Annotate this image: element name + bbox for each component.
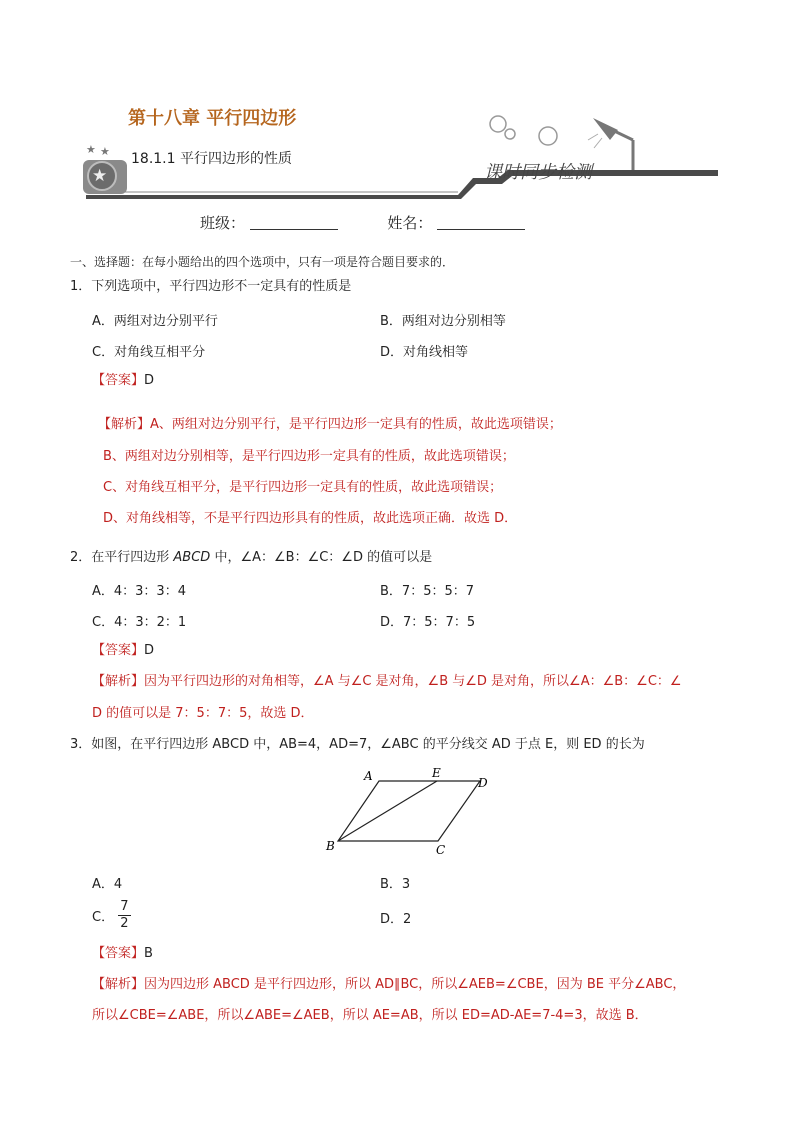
- analysis-tag: 【解析】: [92, 977, 145, 992]
- q3-answer: [92, 945, 153, 963]
- banner-text: 课时同步检测: [484, 162, 592, 183]
- label-b: B: [326, 839, 335, 853]
- q1-answer: [92, 372, 154, 390]
- q2-option-b[interactable]: B．7：5：5：7: [380, 584, 475, 599]
- fraction: [118, 899, 130, 932]
- star-icon: ★: [92, 166, 108, 186]
- q3-option-d[interactable]: D．2: [380, 912, 412, 927]
- answer-tag: 【答案】: [92, 373, 145, 388]
- q2-answer: [92, 642, 154, 660]
- label-c: C: [436, 843, 446, 857]
- star-icon: ★: [86, 143, 96, 156]
- q2-stem: 2．在平行四边形 ABCD 中，∠A：∠B：∠C：∠D 的值可以是: [70, 550, 433, 565]
- q3-option-a[interactable]: A．4: [92, 877, 123, 892]
- answer-value: D: [144, 643, 155, 658]
- label-e: E: [432, 766, 441, 780]
- q3-analysis-2: 所以∠CBE=∠ABE，所以∠ABE=∠AEB，所以 AE=AB，所以 ED=AD-AE=7-4=3，故选 B．: [92, 1008, 648, 1023]
- section-title: 18.1.1 平行四边形的性质: [131, 151, 292, 167]
- q1-option-c[interactable]: C．对角线互相平分: [92, 345, 206, 360]
- parallelogram-shape: [338, 781, 480, 841]
- fraction-denominator: 2: [120, 916, 129, 931]
- angle-bisector-be: [338, 781, 437, 841]
- answer-tag: 【答案】: [92, 946, 145, 961]
- q2-option-a[interactable]: A．4：3：3：4: [92, 584, 186, 599]
- q2-analysis-2: D 的值可以是 7：5：7：5，故选 D．: [92, 706, 314, 721]
- analysis-tag: 【解析】: [98, 417, 151, 432]
- q3-stem: 3．如图，在平行四边形 ABCD 中，AB=4，AD=7，∠ABC 的平分线交 AD 于点 E，则 ED 的长为: [70, 737, 645, 752]
- q3-option-b[interactable]: B．3: [380, 877, 411, 892]
- fraction-numerator: 7: [120, 899, 129, 914]
- answer-value: B: [144, 946, 153, 961]
- q1-stem: 1．下列选项中，平行四边形不一定具有的性质是: [70, 279, 352, 294]
- q1-analysis-2: B、两组对边分别相等，是平行四边形一定具有的性质，故此选项错误；: [103, 449, 515, 464]
- parallelogram-figure: [320, 765, 500, 865]
- instructions: 一、选择题：在每小题给出的四个选项中，只有一项是符合题目要求的．: [70, 255, 455, 269]
- q1-analysis-4: D、对角线相等，不是平行四边形具有的性质，故此选项正确．故选 D．: [103, 511, 518, 526]
- q3-option-c[interactable]: C． $\frac{7}{2}$: [92, 899, 129, 931]
- class-label: 班级：: [200, 214, 246, 232]
- q1-option-d[interactable]: D．对角线相等: [380, 345, 469, 360]
- chapter-title: 第十八章 平行四边形: [128, 108, 297, 129]
- answer-tag: 【答案】: [92, 643, 145, 658]
- name-label: 姓名：: [387, 214, 433, 232]
- q1-analysis-1: 【解析】A、两组对边分别平行，是平行四边形一定具有的性质，故此选项错误；: [98, 417, 562, 432]
- q1-analysis-3: C、对角线互相平分，是平行四边形一定具有的性质，故此选项错误；: [103, 480, 503, 495]
- class-field[interactable]: [250, 215, 338, 230]
- student-info: [200, 212, 525, 233]
- star-icon: ★: [100, 145, 110, 158]
- q2-analysis-1: 【解析】因为平行四边形的对角相等，∠A 与∠C 是对角，∠B 与∠D 是对角，所以∠A：∠B：∠C：∠: [92, 674, 682, 689]
- q2-option-c[interactable]: C．4：3：2：1: [92, 615, 187, 630]
- q1-option-b[interactable]: B．两组对边分别相等: [380, 314, 506, 329]
- label-a: A: [364, 769, 373, 783]
- answer-value: D: [144, 373, 155, 388]
- q1-option-a[interactable]: A．两组对边分别平行: [92, 314, 218, 329]
- label-d: D: [478, 776, 488, 790]
- q3-analysis-1: 【解析】因为四边形 ABCD 是平行四边形，所以 AD∥BC，所以∠AEB=∠CBE，因为 BE 平分∠ABC，: [92, 977, 686, 992]
- analysis-tag: 【解析】: [92, 674, 145, 689]
- name-field[interactable]: [437, 215, 525, 230]
- q2-option-d[interactable]: D．7：5：7：5: [380, 615, 476, 630]
